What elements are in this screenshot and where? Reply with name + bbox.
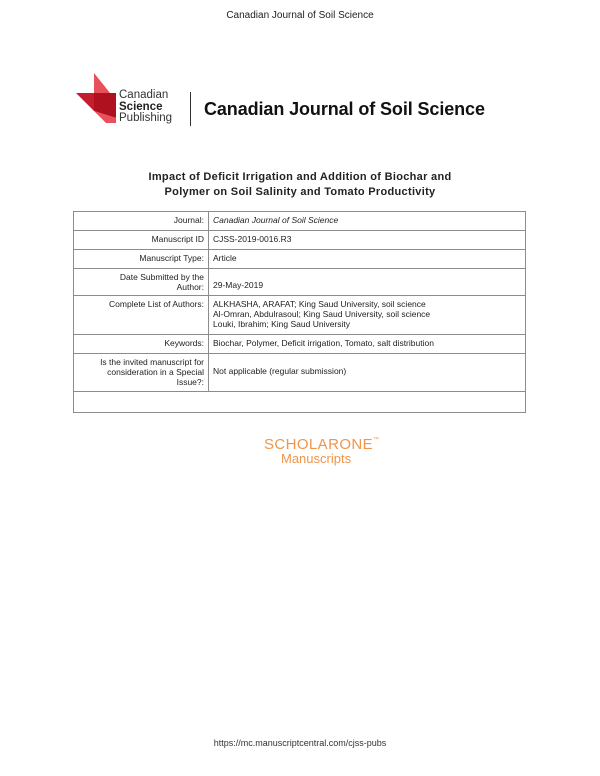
logo-line-1: Canadian	[119, 89, 169, 101]
manuscript-type-label: Manuscript Type:	[74, 250, 209, 269]
invited-label-line-1: Is the invited manuscript for	[100, 357, 204, 367]
manuscript-type-value: Article	[209, 250, 526, 269]
journal-value: Canadian Journal of Soil Science	[209, 212, 526, 231]
journal-label: Journal:	[74, 212, 209, 231]
article-title	[0, 170, 600, 200]
invited-label	[74, 354, 209, 392]
invited-value	[209, 354, 526, 392]
table-row	[74, 296, 526, 335]
invited-label-line-3: Issue?:	[176, 377, 204, 387]
table-row	[74, 392, 526, 413]
author-line: Louki, Ibrahim; King Saud University	[213, 319, 351, 329]
date-submitted-value	[209, 269, 526, 296]
trademark-symbol: ™	[373, 437, 380, 443]
table-row	[74, 354, 526, 392]
running-header: Canadian Journal of Soil Science	[226, 10, 374, 21]
publisher-logo-icon	[76, 73, 116, 123]
invited-value-text: Not applicable (regular submission)	[213, 366, 347, 376]
invited-label-line-2: consideration in a Special	[107, 367, 204, 377]
date-label-line-1: Date Submitted by the	[119, 272, 204, 282]
logo-divider	[190, 92, 191, 126]
keywords-label: Keywords:	[74, 335, 209, 354]
date-submitted-label	[74, 269, 209, 296]
author-line: ALKHASHA, ARAFAT; King Saud University, soil science	[213, 299, 426, 309]
article-title-line-1: Impact of Deficit Irrigation and Addition of Biochar and	[148, 171, 452, 183]
manuscript-id-value: CJSS-2019-0016.R3	[209, 231, 526, 250]
table-row	[74, 250, 526, 269]
empty-cell	[74, 392, 526, 413]
footer-url: https://mc.manuscriptcentral.com/cjss-pubs	[213, 738, 387, 748]
author-line: Al-Omran, Abdulrasoul; King Saud University, soil science	[213, 309, 431, 319]
scholarone-brand: SCHOLARONE	[264, 436, 374, 453]
keywords-value: Biochar, Polymer, Deficit irrigation, Tomato, salt distribution	[209, 335, 526, 354]
table-row	[74, 269, 526, 296]
journal-title: Canadian Journal of Soil Science	[204, 99, 485, 119]
table-row	[74, 231, 526, 250]
logo-shape-top	[94, 73, 110, 93]
manuscript-metadata-table	[73, 211, 526, 413]
table-row	[74, 335, 526, 354]
date-value-text: 29-May-2019	[213, 280, 264, 290]
authors-value	[209, 296, 526, 335]
manuscript-id-label: Manuscript ID	[74, 231, 209, 250]
scholarone-product: Manuscripts	[281, 451, 352, 466]
publisher-logo-text	[119, 90, 172, 125]
date-label-line-2: Author:	[176, 282, 204, 292]
article-title-line-2: Polymer on Soil Salinity and Tomato Productivity	[164, 186, 436, 198]
authors-label: Complete List of Authors:	[74, 296, 209, 335]
logo-line-3: Publishing	[119, 112, 173, 124]
table-row	[74, 212, 526, 231]
logo-line-2: Science	[119, 100, 163, 113]
logo-shape-left	[76, 93, 94, 111]
